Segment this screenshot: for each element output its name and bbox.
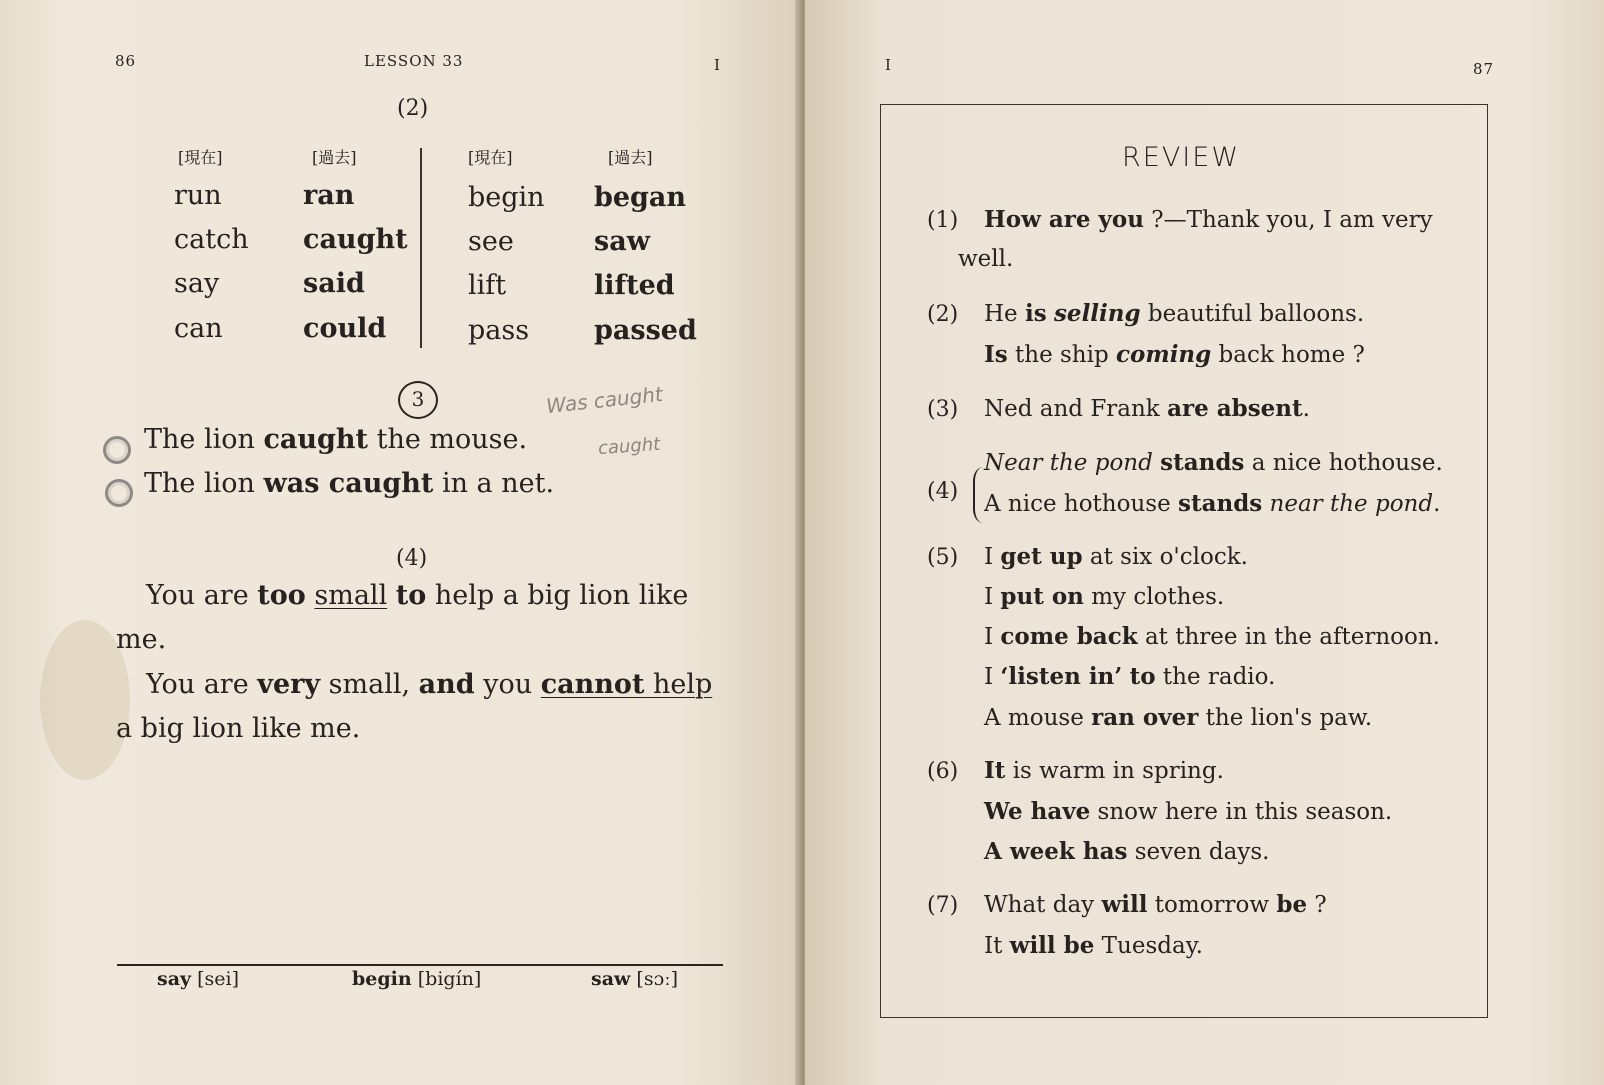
table-cell: lift: [468, 270, 507, 301]
handwritten-note: caught: [597, 433, 661, 460]
paragraph-line: You are very small, and you cannot help: [146, 669, 713, 700]
pronunciation-entry: begin [bigín]: [352, 968, 482, 990]
review-line: I come back at three in the afternoon.: [984, 623, 1440, 650]
example-sentence: The lion caught the mouse.: [144, 424, 528, 455]
table-cell: caught: [303, 224, 408, 255]
pronunciation-entry: saw [sɔː]: [591, 968, 679, 990]
review-line: I ‘listen in’ to the radio.: [984, 663, 1276, 690]
review-line: I get up at six o'clock.: [984, 543, 1248, 570]
table-cell: run: [174, 180, 222, 211]
page-number: 87: [1473, 60, 1495, 78]
paragraph-line: You are too small to help a big lion like: [146, 580, 689, 611]
footer-rule: [117, 964, 723, 966]
review-line: well.: [958, 246, 1014, 272]
table-cell: see: [468, 226, 514, 257]
table-cell: saw: [594, 226, 650, 257]
section-marker: I: [714, 56, 721, 74]
brace-icon: [973, 467, 984, 523]
review-line: A nice hothouse stands near the pond.: [984, 490, 1441, 517]
bullet-ring-icon: [103, 436, 131, 464]
review-line: It will be Tuesday.: [984, 932, 1203, 959]
item-number: (3): [927, 397, 959, 422]
example-sentence: The lion was caught in a net.: [144, 468, 555, 499]
table-cell: passed: [594, 315, 697, 346]
left-page: [0, 0, 800, 1085]
handwritten-note: Was caught: [545, 381, 664, 419]
lesson-header: LESSON 33: [364, 52, 464, 70]
review-title: REVIEW: [1122, 142, 1241, 173]
review-line: What day will tomorrow be ?: [984, 891, 1327, 918]
item-number: (7): [927, 893, 959, 918]
table-cell: can: [174, 313, 223, 344]
review-line: It is warm in spring.: [984, 757, 1224, 784]
review-line: Ned and Frank are absent.: [984, 395, 1310, 422]
table-header-present: [現在]: [468, 148, 513, 167]
item-number: (1): [927, 208, 959, 233]
table-header-past: [過去]: [312, 148, 357, 167]
section-2-label: (2): [397, 96, 429, 121]
item-number: (6): [927, 759, 959, 784]
table-header-past: [過去]: [608, 148, 653, 167]
table-cell: lifted: [594, 270, 675, 301]
review-line: Is the ship coming back home ?: [984, 341, 1365, 368]
table-cell: could: [303, 313, 387, 344]
section-3-label: 3: [398, 381, 438, 419]
table-cell: say: [174, 268, 220, 299]
table-cell: said: [303, 268, 365, 299]
table-cell: begin: [468, 182, 545, 213]
table-cell: began: [594, 182, 687, 213]
table-cell: pass: [468, 315, 530, 346]
review-line: I put on my clothes.: [984, 583, 1225, 610]
review-line: We have snow here in this season.: [984, 798, 1393, 825]
item-number: (5): [927, 545, 959, 570]
section-marker: I: [885, 56, 892, 74]
pronunciation-entry: say [sei]: [157, 968, 240, 990]
section-4-label: (4): [396, 546, 428, 571]
table-divider: [420, 148, 422, 348]
table-cell: catch: [174, 224, 249, 255]
table-header-present: [現在]: [178, 148, 223, 167]
item-number: (4): [927, 479, 959, 504]
page-number: 86: [115, 52, 137, 70]
item-number: (2): [927, 302, 959, 327]
paragraph-line: me.: [116, 624, 167, 655]
bullet-ring-icon: [105, 479, 133, 507]
review-line: A mouse ran over the lion's paw.: [984, 704, 1373, 731]
review-line: A week has seven days.: [984, 838, 1270, 865]
table-cell: ran: [303, 180, 355, 211]
paragraph-line: a big lion like me.: [116, 713, 361, 744]
review-line: How are you ?—Thank you, I am very: [984, 206, 1433, 233]
review-line: He is selling beautiful balloons.: [984, 300, 1365, 327]
review-line: Near the pond stands a nice hothouse.: [984, 449, 1443, 476]
